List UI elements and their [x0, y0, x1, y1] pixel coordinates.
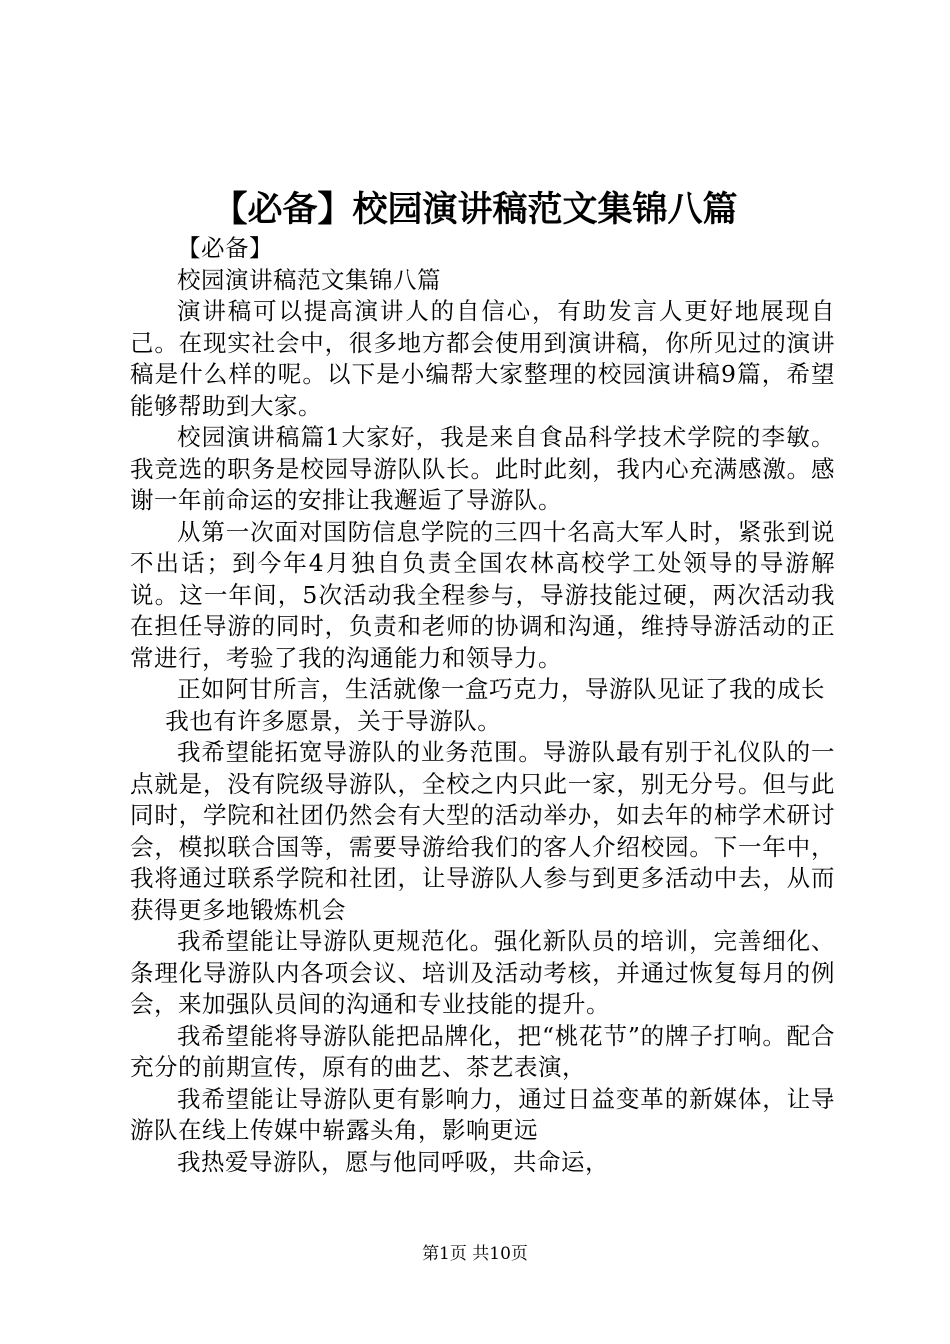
paragraph-expand: 我希望能拓宽导游队的业务范围。导游队最有别于礼仪队的一点就是，没有院级导游队，全校之内只此一家，别无分号。但与此同时，学院和社团仍然会有大型的活动举办，如去年的柿学术研讨会，模拟联合国等，需要导游给我们的客人介绍校园。下一年中，我将通过联系学院和社团，让导游队人参与到更多活动中去，从而获得更多地锻炼机会 [130, 738, 835, 924]
paragraph-heading-tag: 【必备】 [177, 234, 273, 262]
document-body [130, 233, 835, 1178]
paragraph-speech-1: 校园演讲稿篇1大家好，我是来自食品科学技术学院的李敏。我竞选的职务是校园导游队队长。此时此刻，我内心充满感激。感谢一年前命运的安排让我邂逅了导游队。 [130, 423, 835, 514]
paragraph-experience: 从第一次面对国防信息学院的三四十名高大军人时，紧张到说不出话；到今年4月独自负责全国农林高校学工处领导的导游解说。这一年间，5次活动我全程参与，导游技能过硬，两次活动我在担任导游的同时，负责和老师的协调和沟通，维持导游活动的正常进行，考验了我的沟通能力和领导力。 [130, 517, 835, 672]
paragraph-influence: 我希望能让导游队更有影响力，通过日益变革的新媒体，让导游队在线上传媒中崭露头角，影响更远 [130, 1084, 835, 1144]
paragraph-intro: 演讲稿可以提高演讲人的自信心，有助发言人更好地展现自己。在现实社会中，很多地方都会使用到演讲稿，你所见过的演讲稿是什么样的呢。以下是小编帮大家整理的校园演讲稿9篇，希望能够帮助到大家。 [130, 297, 835, 420]
paragraph-standardize: 我希望能让导游队更规范化。强化新队员的培训，完善细化、条理化导游队内各项会议、培训及活动考核，并通过恢复每月的例会，来加强队员间的沟通和专业技能的提升。 [130, 927, 835, 1018]
paragraph-vision: 我也有许多愿景，关于导游队。 [165, 706, 502, 735]
paragraph-brand: 我希望能将导游队能把品牌化，把“桃花节”的牌子打响。配合充分的前期宣传，原有的曲艺、茶艺表演， [130, 1021, 835, 1081]
document-title: 【必备】校园演讲稿范文集锦八篇 [212, 189, 738, 230]
paragraph-growth: 正如阿甘所言，生活就像一盒巧克力，导游队见证了我的成长 [177, 675, 825, 703]
page-number-footer: 第1页 共10页 [422, 1244, 528, 1264]
paragraph-heading-title: 校园演讲稿范文集锦八篇 [177, 265, 441, 294]
paragraph-love: 我热爱导游队，愿与他同呼吸，共命运， [177, 1147, 609, 1176]
